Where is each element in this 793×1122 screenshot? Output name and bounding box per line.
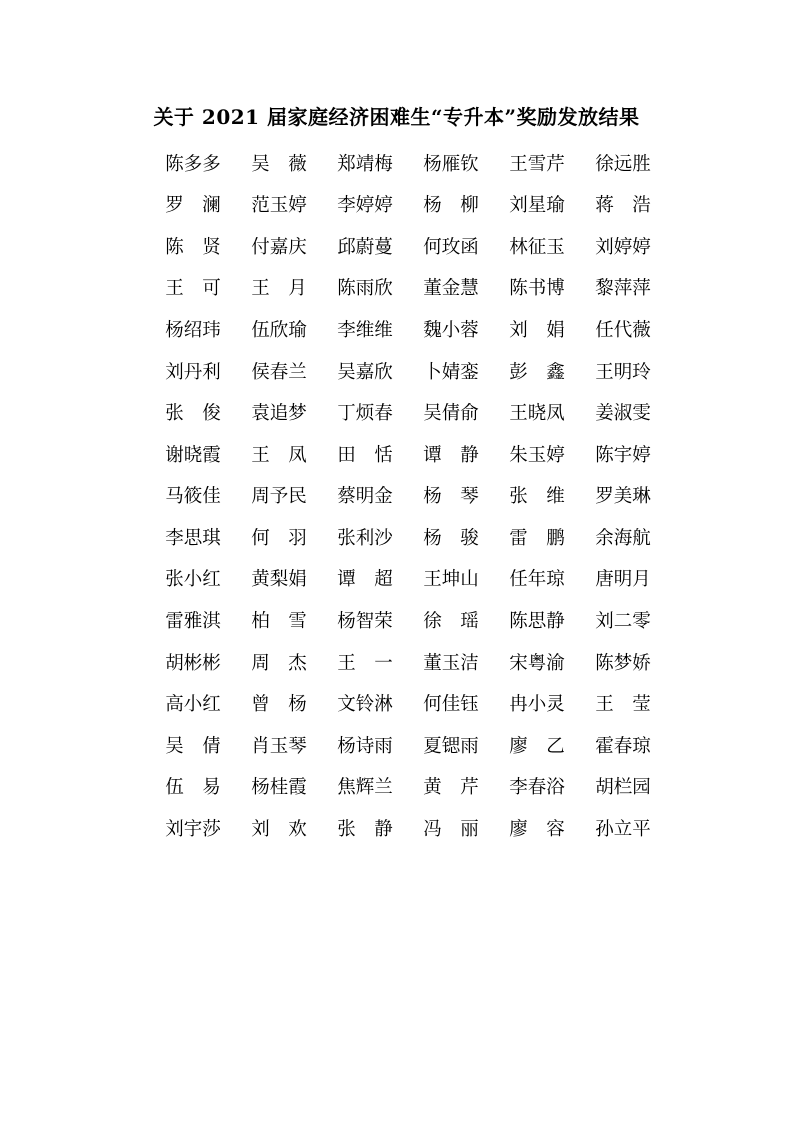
name-cell: 唐明月 — [595, 569, 651, 591]
name-cell: 徐 瑶 — [423, 611, 479, 633]
name-cell: 雷雅淇 — [165, 611, 221, 633]
name-cell: 王晓凤 — [509, 403, 565, 425]
name-cell: 魏小蓉 — [423, 319, 479, 341]
name-cell: 黄 芹 — [423, 777, 479, 799]
name-cell: 杨 骏 — [423, 527, 479, 549]
name-cell: 陈多多 — [165, 153, 221, 175]
name-cell: 林征玉 — [509, 236, 565, 258]
name-cell: 董金慧 — [423, 278, 479, 300]
name-cell: 吴 倩 — [165, 735, 221, 757]
name-cell: 周予民 — [251, 486, 307, 508]
name-cell: 文铃淋 — [337, 694, 393, 716]
name-cell: 霍春琼 — [595, 735, 651, 757]
name-cell: 张 静 — [337, 819, 393, 841]
name-cell: 马筱佳 — [165, 486, 221, 508]
name-cell: 李婷婷 — [337, 195, 393, 217]
name-cell: 焦辉兰 — [337, 777, 393, 799]
name-cell: 田 恬 — [337, 444, 393, 466]
name-cell: 余海航 — [595, 527, 651, 549]
name-cell: 任代薇 — [595, 319, 651, 341]
name-cell: 孙立平 — [595, 819, 651, 841]
name-cell: 王 月 — [251, 278, 307, 300]
name-cell: 姜淑雯 — [595, 403, 651, 425]
name-cell: 张利沙 — [337, 527, 393, 549]
name-cell: 彭 鑫 — [509, 361, 565, 383]
name-cell: 张小红 — [165, 569, 221, 591]
name-cell: 付嘉庆 — [251, 236, 307, 258]
name-cell: 吴倩俞 — [423, 403, 479, 425]
name-cell: 伍 易 — [165, 777, 221, 799]
document-title: 关于 2021 届家庭经济困难生“专升本”奖励发放结果 — [153, 105, 640, 129]
name-cell: 廖 乙 — [509, 735, 565, 757]
name-cell: 郑靖梅 — [337, 153, 393, 175]
name-cell: 冯 丽 — [423, 819, 479, 841]
name-cell: 胡栏园 — [595, 777, 651, 799]
name-cell: 杨智荣 — [337, 611, 393, 633]
name-cell: 王 莹 — [595, 694, 651, 716]
name-cell: 罗美琳 — [595, 486, 651, 508]
name-cell: 张 俊 — [165, 403, 221, 425]
name-cell: 胡彬彬 — [165, 652, 221, 674]
name-cell: 蔡明金 — [337, 486, 393, 508]
name-cell: 吴嘉欣 — [337, 361, 393, 383]
name-cell: 夏锶雨 — [423, 735, 479, 757]
name-cell: 范玉婷 — [251, 195, 307, 217]
name-cell: 王 可 — [165, 278, 221, 300]
name-cell: 冉小灵 — [509, 694, 565, 716]
name-cell: 廖 容 — [509, 819, 565, 841]
name-cell: 曾 杨 — [251, 694, 307, 716]
name-cell: 蒋 浩 — [595, 195, 651, 217]
name-cell: 张 维 — [509, 486, 565, 508]
name-cell: 刘星瑜 — [509, 195, 565, 217]
name-cell: 雷 鹏 — [509, 527, 565, 549]
name-cell: 高小红 — [165, 694, 221, 716]
name-cell: 杨绍玮 — [165, 319, 221, 341]
name-cell: 伍欣瑜 — [251, 319, 307, 341]
name-cell: 陈梦娇 — [595, 652, 651, 674]
name-cell: 黎萍萍 — [595, 278, 651, 300]
name-cell: 朱玉婷 — [509, 444, 565, 466]
name-cell: 刘 欢 — [251, 819, 307, 841]
name-cell: 杨诗雨 — [337, 735, 393, 757]
name-list — [150, 144, 666, 851]
name-cell: 陈雨欣 — [337, 278, 393, 300]
name-cell: 邱蔚蔓 — [337, 236, 393, 258]
name-cell: 柏 雪 — [251, 611, 307, 633]
name-cell: 王明玲 — [595, 361, 651, 383]
name-cell: 李维维 — [337, 319, 393, 341]
name-cell: 刘丹利 — [165, 361, 221, 383]
name-cell: 陈书博 — [509, 278, 565, 300]
name-cell: 卜婧銮 — [423, 361, 479, 383]
name-cell: 陈宇婷 — [595, 444, 651, 466]
name-cell: 刘二零 — [595, 611, 651, 633]
name-cell: 刘婷婷 — [595, 236, 651, 258]
name-cell: 李春浴 — [509, 777, 565, 799]
name-cell: 谢晓霞 — [165, 444, 221, 466]
name-cell: 何佳钰 — [423, 694, 479, 716]
name-cell: 杨 柳 — [423, 195, 479, 217]
name-cell: 刘 娟 — [509, 319, 565, 341]
name-cell: 杨雁钦 — [423, 153, 479, 175]
name-cell: 王坤山 — [423, 569, 479, 591]
name-cell: 袁追梦 — [251, 403, 307, 425]
name-cell: 何玫函 — [423, 236, 479, 258]
name-cell: 王 一 — [337, 652, 393, 674]
name-cell: 肖玉琴 — [251, 735, 307, 757]
name-cell: 陈思静 — [509, 611, 565, 633]
name-cell: 任年琼 — [509, 569, 565, 591]
name-cell: 宋粤渝 — [509, 652, 565, 674]
name-cell: 谭 静 — [423, 444, 479, 466]
name-cell: 丁烦春 — [337, 403, 393, 425]
name-cell: 何 羽 — [251, 527, 307, 549]
name-cell: 王 凤 — [251, 444, 307, 466]
name-cell: 罗 澜 — [165, 195, 221, 217]
name-cell: 李思琪 — [165, 527, 221, 549]
name-cell: 董玉洁 — [423, 652, 479, 674]
name-cell: 吴 薇 — [251, 153, 307, 175]
name-cell: 刘宇莎 — [165, 819, 221, 841]
name-cell: 徐远胜 — [595, 153, 651, 175]
name-cell: 黄梨娟 — [251, 569, 307, 591]
name-cell: 陈 贤 — [165, 236, 221, 258]
name-cell: 王雪芹 — [509, 153, 565, 175]
name-cell: 侯春兰 — [251, 361, 307, 383]
name-cell: 周 杰 — [251, 652, 307, 674]
name-cell: 杨 琴 — [423, 486, 479, 508]
name-cell: 谭 超 — [337, 569, 393, 591]
name-cell: 杨桂霞 — [251, 777, 307, 799]
